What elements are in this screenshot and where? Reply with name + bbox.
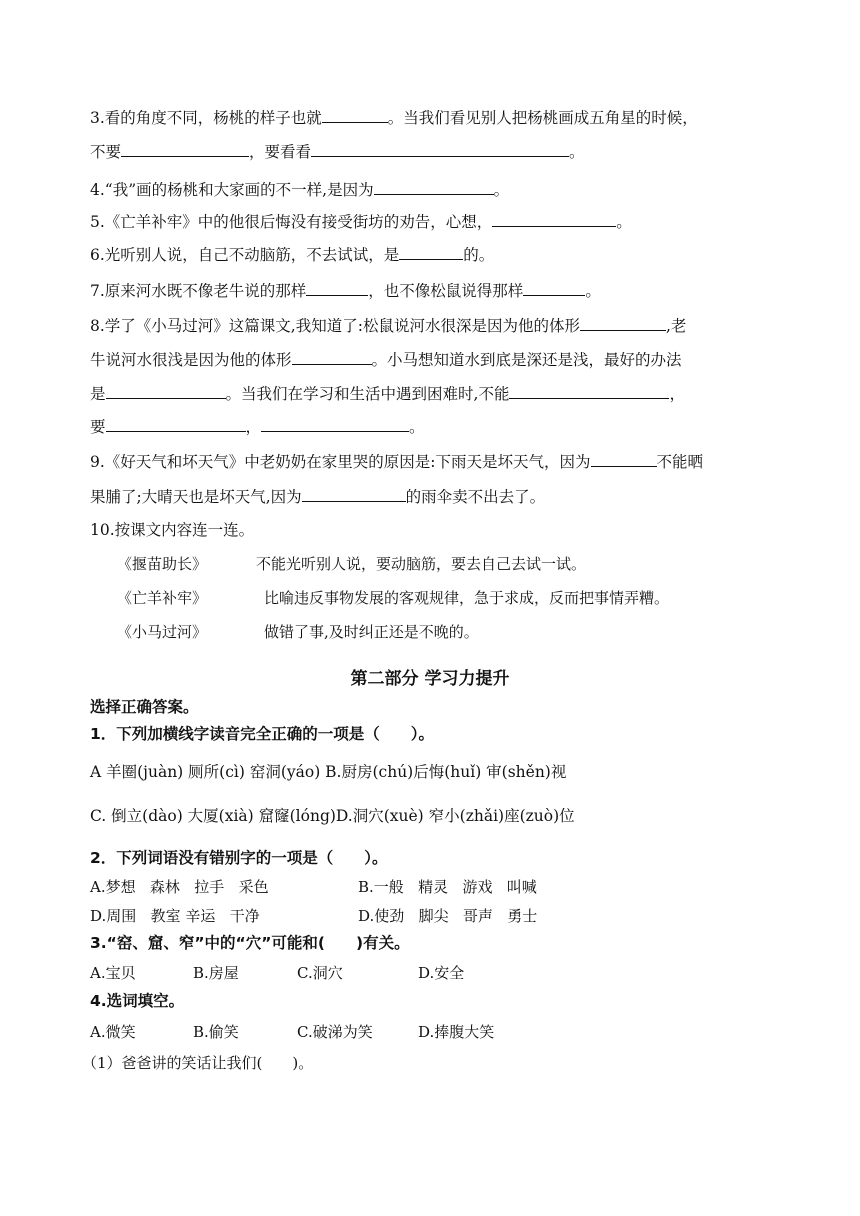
answer-blank[interactable] — [322, 108, 388, 123]
answer-blank[interactable] — [121, 142, 249, 157]
answer-blank[interactable] — [580, 316, 666, 331]
question-4: 4.“我”画的杨桃和大家画的不一样,是因为 。 — [90, 181, 510, 199]
p2-question-4: 4.选词填空。 — [90, 992, 185, 1010]
answer-blank[interactable] — [509, 384, 669, 399]
match-desc-1[interactable]: 不能光听别人说，要动脑筋，要去自己去试一试。 — [256, 555, 587, 573]
match-desc-3[interactable]: 做错了事,及时纠正还是不晚的。 — [264, 623, 479, 641]
question-9-line1: 9.《好天气和坏天气》中老奶奶在家里哭的原因是:下雨天是坏天气，因为 不能晒 — [90, 453, 704, 471]
match-title-2[interactable]: 《亡羊补牢》 — [117, 589, 208, 607]
p2-question-1: 1．下列加横线字读音完全正确的一项是（ ）。 — [90, 725, 435, 743]
answer-blank[interactable] — [306, 281, 368, 296]
instruction: 选择正确答案。 — [90, 698, 199, 716]
answer-blank[interactable] — [302, 487, 406, 502]
p2-q3-option-d[interactable]: D.安全 — [418, 964, 465, 982]
p2-question-3: 3.“窑、窟、窄”中的“穴”可能和( )有关。 — [90, 934, 410, 952]
question-8-line4: 要 ， 。 — [90, 418, 425, 436]
question-3-line2: 不要 ，要看看 。 — [90, 143, 585, 161]
match-title-3[interactable]: 《小马过河》 — [117, 623, 208, 641]
answer-blank[interactable] — [591, 452, 657, 467]
p2-q4-option-a[interactable]: A.微笑 — [90, 1023, 136, 1041]
question-3-line1: 3.看的角度不同，杨桃的样子也就 。当我们看见别人把杨桃画成五角星的时候， — [90, 109, 698, 127]
answer-blank[interactable] — [374, 180, 494, 195]
p2-q2-option-d[interactable]: D.使劲 脚尖 哥声 勇士 — [358, 907, 538, 925]
p2-q4-option-c[interactable]: C.破涕为笑 — [297, 1023, 373, 1041]
p2-q2-option-a[interactable]: A.梦想 森林 拉手 采色 — [90, 878, 269, 896]
answer-blank[interactable] — [106, 384, 226, 399]
answer-blank[interactable] — [261, 417, 409, 432]
question-8-line2: 牛说河水很浅是因为他的体形 。小马想知道水到底是深还是浅，最好的办法 — [90, 351, 682, 369]
match-title-1[interactable]: 《揠苗助长》 — [117, 555, 208, 573]
p2-q1-options-1[interactable]: A 羊圈(juàn) 厕所(cì) 窑洞(yáo) B.厨房(chú)后悔(huǐ) 审(shěn)视 — [90, 763, 567, 781]
p2-q3-option-a[interactable]: A.宝贝 — [90, 964, 136, 982]
p2-q2-option-b[interactable]: B.一般 精灵 游戏 叫喊 — [358, 878, 537, 896]
answer-blank[interactable] — [311, 142, 569, 157]
p2-q3-option-b[interactable]: B.房屋 — [193, 964, 239, 982]
question-5: 5.《亡羊补牢》中的他很后悔没有接受街坊的劝告，心想， 。 — [90, 213, 632, 231]
answer-blank[interactable] — [399, 245, 463, 260]
question-6: 6.光听别人说，自己不动脑筋，不去试试，是 的。 — [90, 246, 495, 264]
answer-blank[interactable] — [523, 281, 585, 296]
question-8-line1: 8.学了《小马过河》这篇课文,我知道了:松鼠说河水很深是因为他的体形 ,老 — [90, 317, 687, 335]
p2-q3-option-c[interactable]: C.洞穴 — [297, 964, 343, 982]
answer-blank[interactable] — [292, 350, 372, 365]
p2-q4-option-d[interactable]: D.捧腹大笑 — [418, 1023, 495, 1041]
p2-q4-option-b[interactable]: B.偷笑 — [193, 1023, 239, 1041]
match-desc-2[interactable]: 比喻违反事物发展的客观规律，急于求成，反而把事情弄糟。 — [264, 589, 670, 607]
question-7: 7.原来河水既不像老牛说的那样 ，也不像松鼠说得那样 。 — [90, 282, 601, 300]
p2-q2-option-c[interactable]: D.周围 教室 辛运 干净 — [90, 907, 260, 925]
answer-blank[interactable] — [106, 417, 246, 432]
question-10: 10.按课文内容连一连。 — [90, 521, 255, 539]
section-title: 第二部分 学习力提升 — [350, 669, 510, 689]
p2-question-2: 2．下列词语没有错别字的一项是（ ）。 — [90, 849, 388, 867]
answer-blank[interactable] — [492, 212, 616, 227]
p2-q4-sub-1: （1）爸爸讲的笑话让我们( )。 — [82, 1054, 314, 1072]
p2-q1-options-2[interactable]: C. 倒立(dào) 大厦(xià) 窟窿(lóng)D.洞穴(xuè) 窄小(zhǎi)座(zuò)位 — [90, 807, 575, 825]
question-9-line2: 果脯了;大晴天也是坏天气,因为 的雨伞卖不出去了。 — [90, 488, 546, 506]
question-8-line3: 是 。当我们在学习和生活中遇到困难时,不能 ， — [90, 385, 685, 403]
